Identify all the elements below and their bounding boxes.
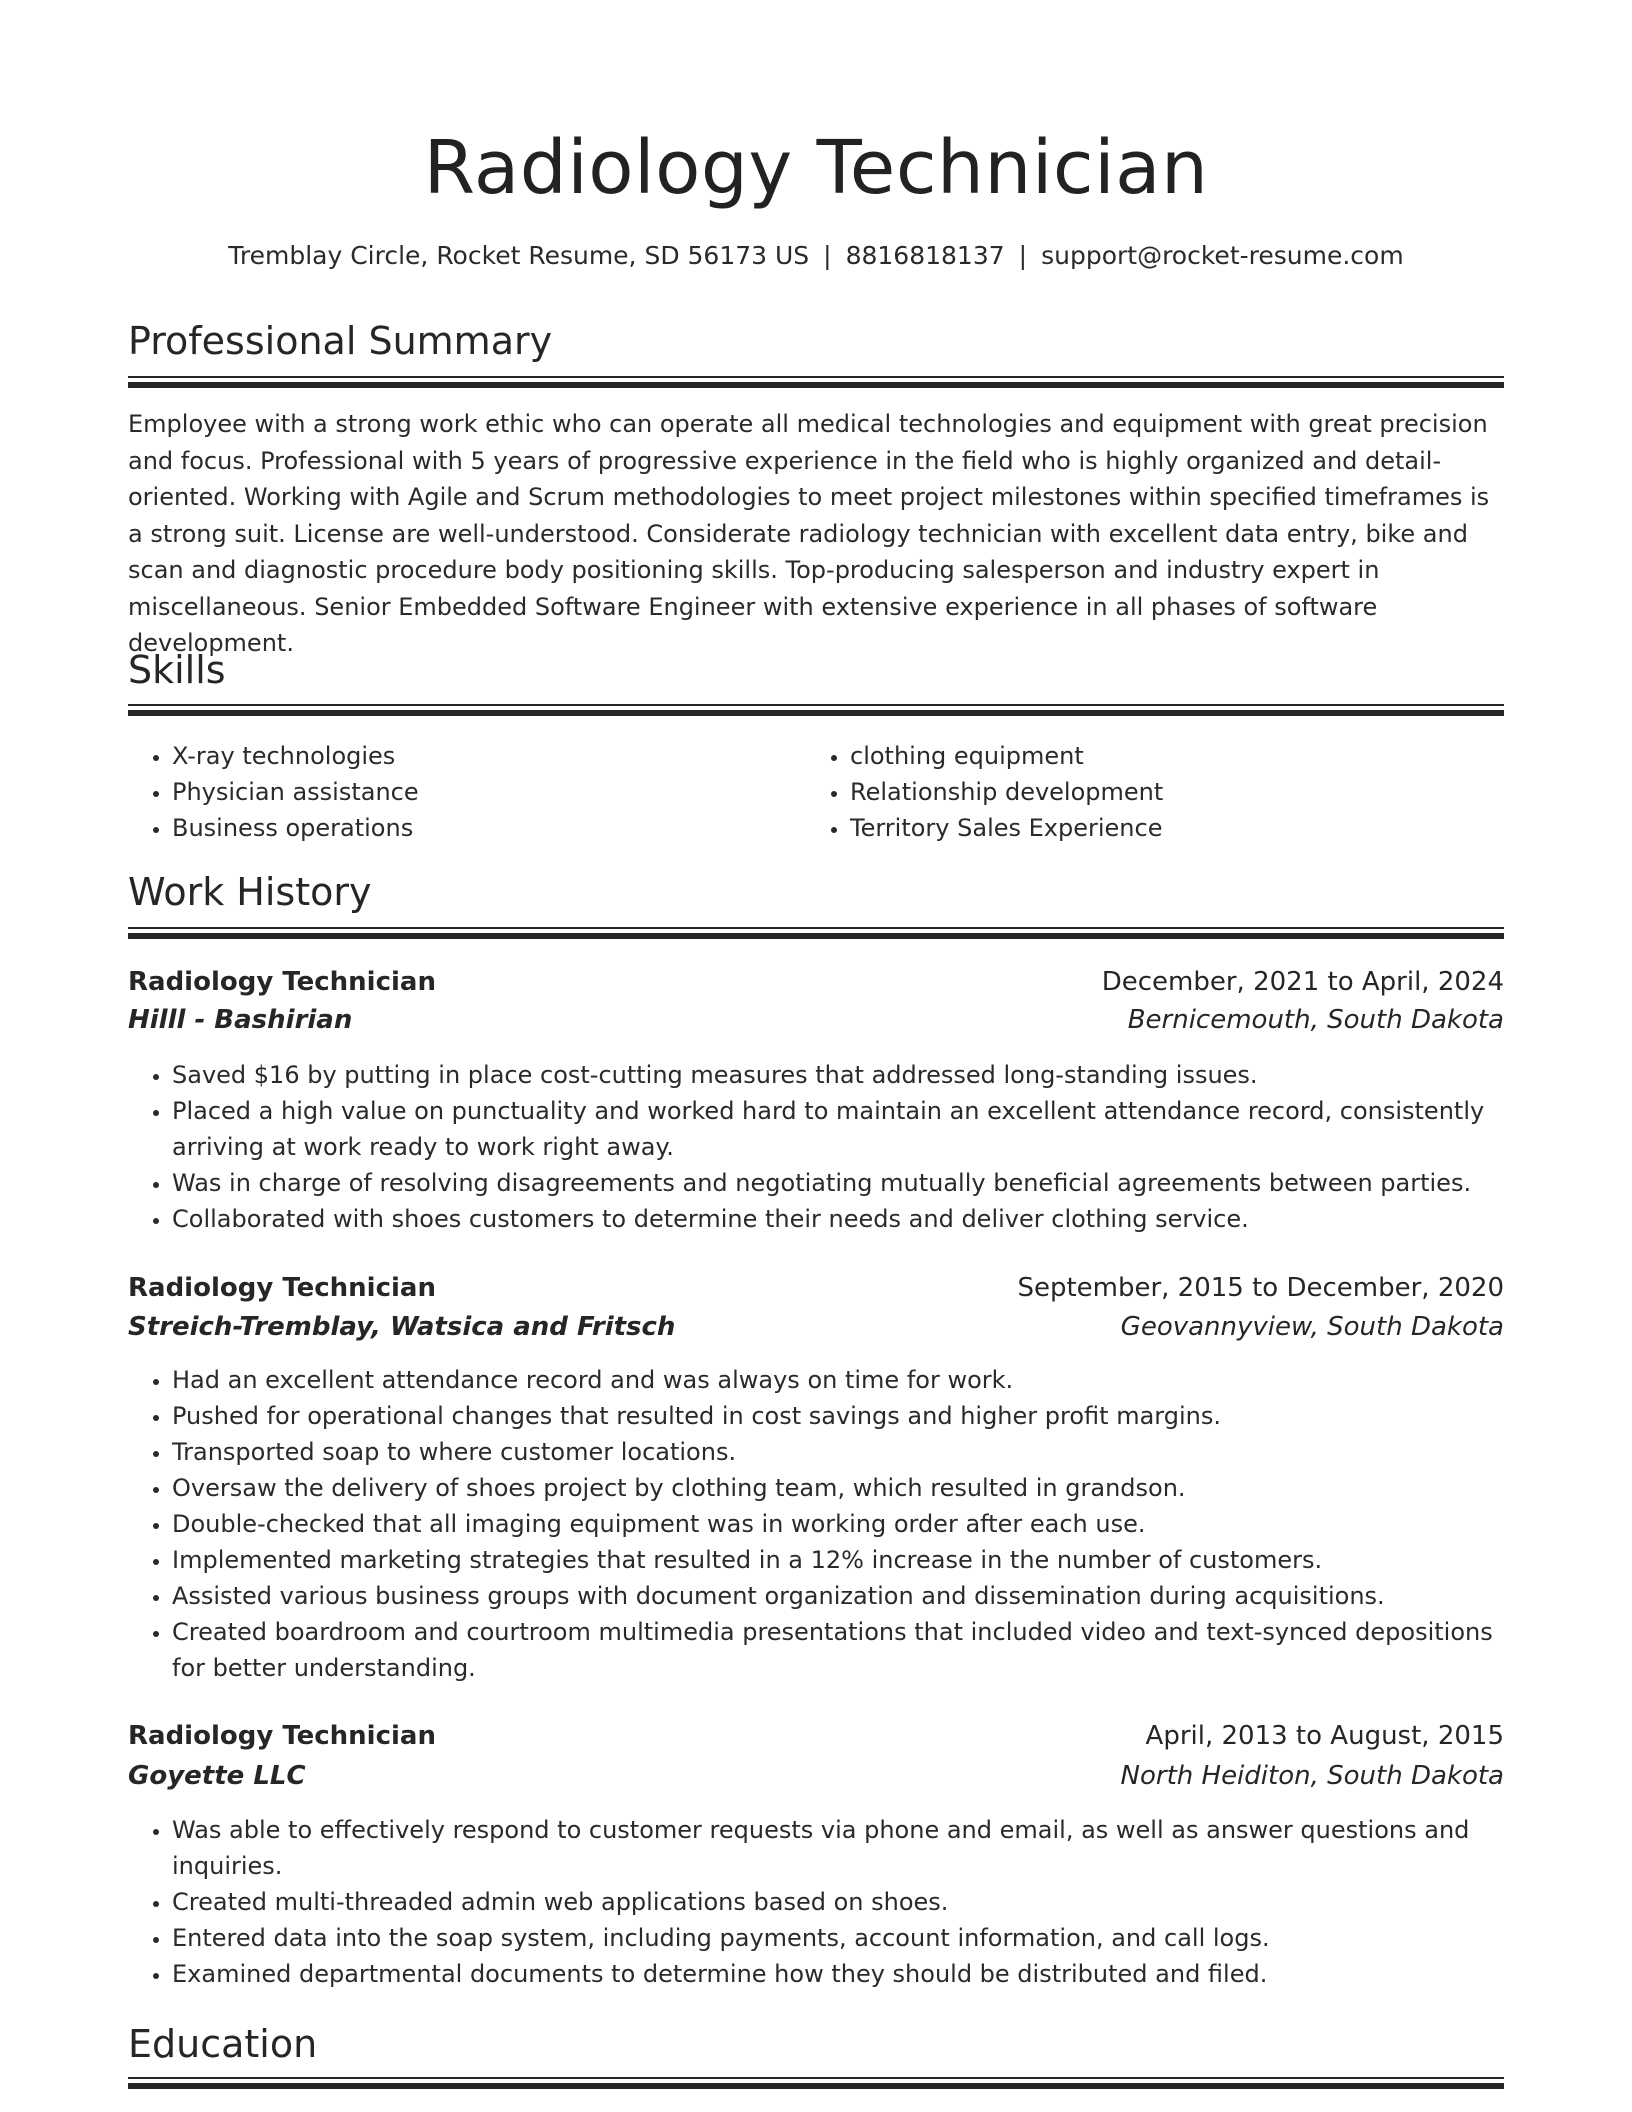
education-heading: Education xyxy=(128,2022,318,2066)
contact-line xyxy=(128,238,1504,274)
contact-separator: | xyxy=(1018,241,1028,270)
job-bullet: • Implemented marketing strategies that resulted in a 12% increase in the number of customers. xyxy=(172,1542,1504,1578)
skill-item: • clothing equipment xyxy=(850,738,1446,774)
job-bullet-list xyxy=(128,1362,1504,1686)
job-location: North Heiditon, South Dakota xyxy=(1120,1761,1504,1791)
job-bullet-list xyxy=(128,1812,1504,1992)
summary-text: Employee with a strong work ethic who can operate all medical technologies and equipment with great precision and focus. Professional with 5 years of progressive experience in the field who is highly organized and detail-oriented. Working with Agile and Scrum methodologies to meet project milestones within specified timeframes is a strong suit. License are well-understood. Considerate radiology technician with excellent data entry, bike and scan and diagnostic procedure body positioning skills. Top-producing salesperson and industry expert in miscellaneous. Senior Embedded Software Engineer with extensive experience in all phases of software development. xyxy=(128,410,1490,657)
job-company: Goyette LLC xyxy=(128,1761,306,1791)
job-dates: April, 2013 to August, 2015 xyxy=(1145,1721,1504,1751)
job-company: Streich-Tremblay, Watsica and Fritsch xyxy=(128,1312,676,1342)
job-bullet: • Double-checked that all imaging equipment was in working order after each use. xyxy=(172,1506,1504,1542)
job-bullet: • Was in charge of resolving disagreements and negotiating mutually beneficial agreements between parties. xyxy=(172,1165,1504,1201)
job-bullet: • Assisted various business groups with document organization and dissemination during acquisitions. xyxy=(172,1578,1504,1614)
contact-address: Tremblay Circle, Rocket Resume, SD 56173 US xyxy=(228,241,810,270)
skill-item: • Relationship development xyxy=(850,774,1446,810)
job-location: Geovannyview, South Dakota xyxy=(1120,1312,1504,1342)
section-divider xyxy=(128,376,1504,390)
job-bullet: • Examined departmental documents to determine how they should be distributed and filed. xyxy=(172,1956,1504,1992)
summary-heading: Professional Summary xyxy=(128,319,553,363)
job-bullet-list xyxy=(128,1057,1504,1237)
contact-phone: 8816818137 xyxy=(845,241,1005,270)
job-bullet: • Transported soap to where customer locations. xyxy=(172,1434,1504,1470)
job-bullet: • Had an excellent attendance record and was always on time for work. xyxy=(172,1362,1504,1398)
job-dates: September, 2015 to December, 2020 xyxy=(1017,1273,1504,1303)
section-divider xyxy=(128,2077,1504,2091)
skills-left-column xyxy=(128,738,768,846)
contact-separator: | xyxy=(823,241,832,270)
job-title: Radiology Technician xyxy=(128,1721,436,1751)
job-bullet: • Saved $16 by putting in place cost-cutting measures that addressed long-standing issues. xyxy=(172,1057,1504,1093)
job-title: Radiology Technician xyxy=(128,967,436,997)
skill-item: • X-ray technologies xyxy=(172,738,768,774)
job-location: Bernicemouth, South Dakota xyxy=(1127,1005,1504,1035)
candidate-name: Radiology Technician xyxy=(423,125,1209,211)
job-bullet: • Created boardroom and courtroom multimedia presentations that included video and text-synced depositions for better understanding. xyxy=(172,1614,1504,1686)
job-title: Radiology Technician xyxy=(128,1273,436,1303)
work-history-heading: Work History xyxy=(128,870,372,914)
job-bullet: • Pushed for operational changes that resulted in cost savings and higher profit margins. xyxy=(172,1398,1504,1434)
section-divider xyxy=(128,927,1504,941)
skills-heading: Skills xyxy=(128,648,226,692)
skill-item: • Physician assistance xyxy=(172,774,768,810)
skills-right-column xyxy=(806,738,1446,846)
skill-item: • Business operations xyxy=(172,810,768,846)
contact-email: support@rocket-resume.com xyxy=(1041,241,1404,270)
job-bullet: • Oversaw the delivery of shoes project by clothing team, which resulted in grandson. xyxy=(172,1470,1504,1506)
job-bullet: • Collaborated with shoes customers to determine their needs and deliver clothing service. xyxy=(172,1201,1504,1237)
job-bullet: • Entered data into the soap system, including payments, account information, and call logs. xyxy=(172,1920,1504,1956)
job-dates: December, 2021 to April, 2024 xyxy=(1101,967,1504,997)
skill-item: • Territory Sales Experience xyxy=(850,810,1446,846)
job-bullet: • Was able to effectively respond to customer requests via phone and email, as well as answer questions and inquiries. xyxy=(172,1812,1504,1884)
job-bullet: • Created multi-threaded admin web applications based on shoes. xyxy=(172,1884,1504,1920)
job-bullet: • Placed a high value on punctuality and worked hard to maintain an excellent attendance record, consistently arriving at work ready to work right away. xyxy=(172,1093,1504,1165)
section-divider xyxy=(128,704,1504,718)
job-company: Hilll - Bashirian xyxy=(128,1005,353,1035)
